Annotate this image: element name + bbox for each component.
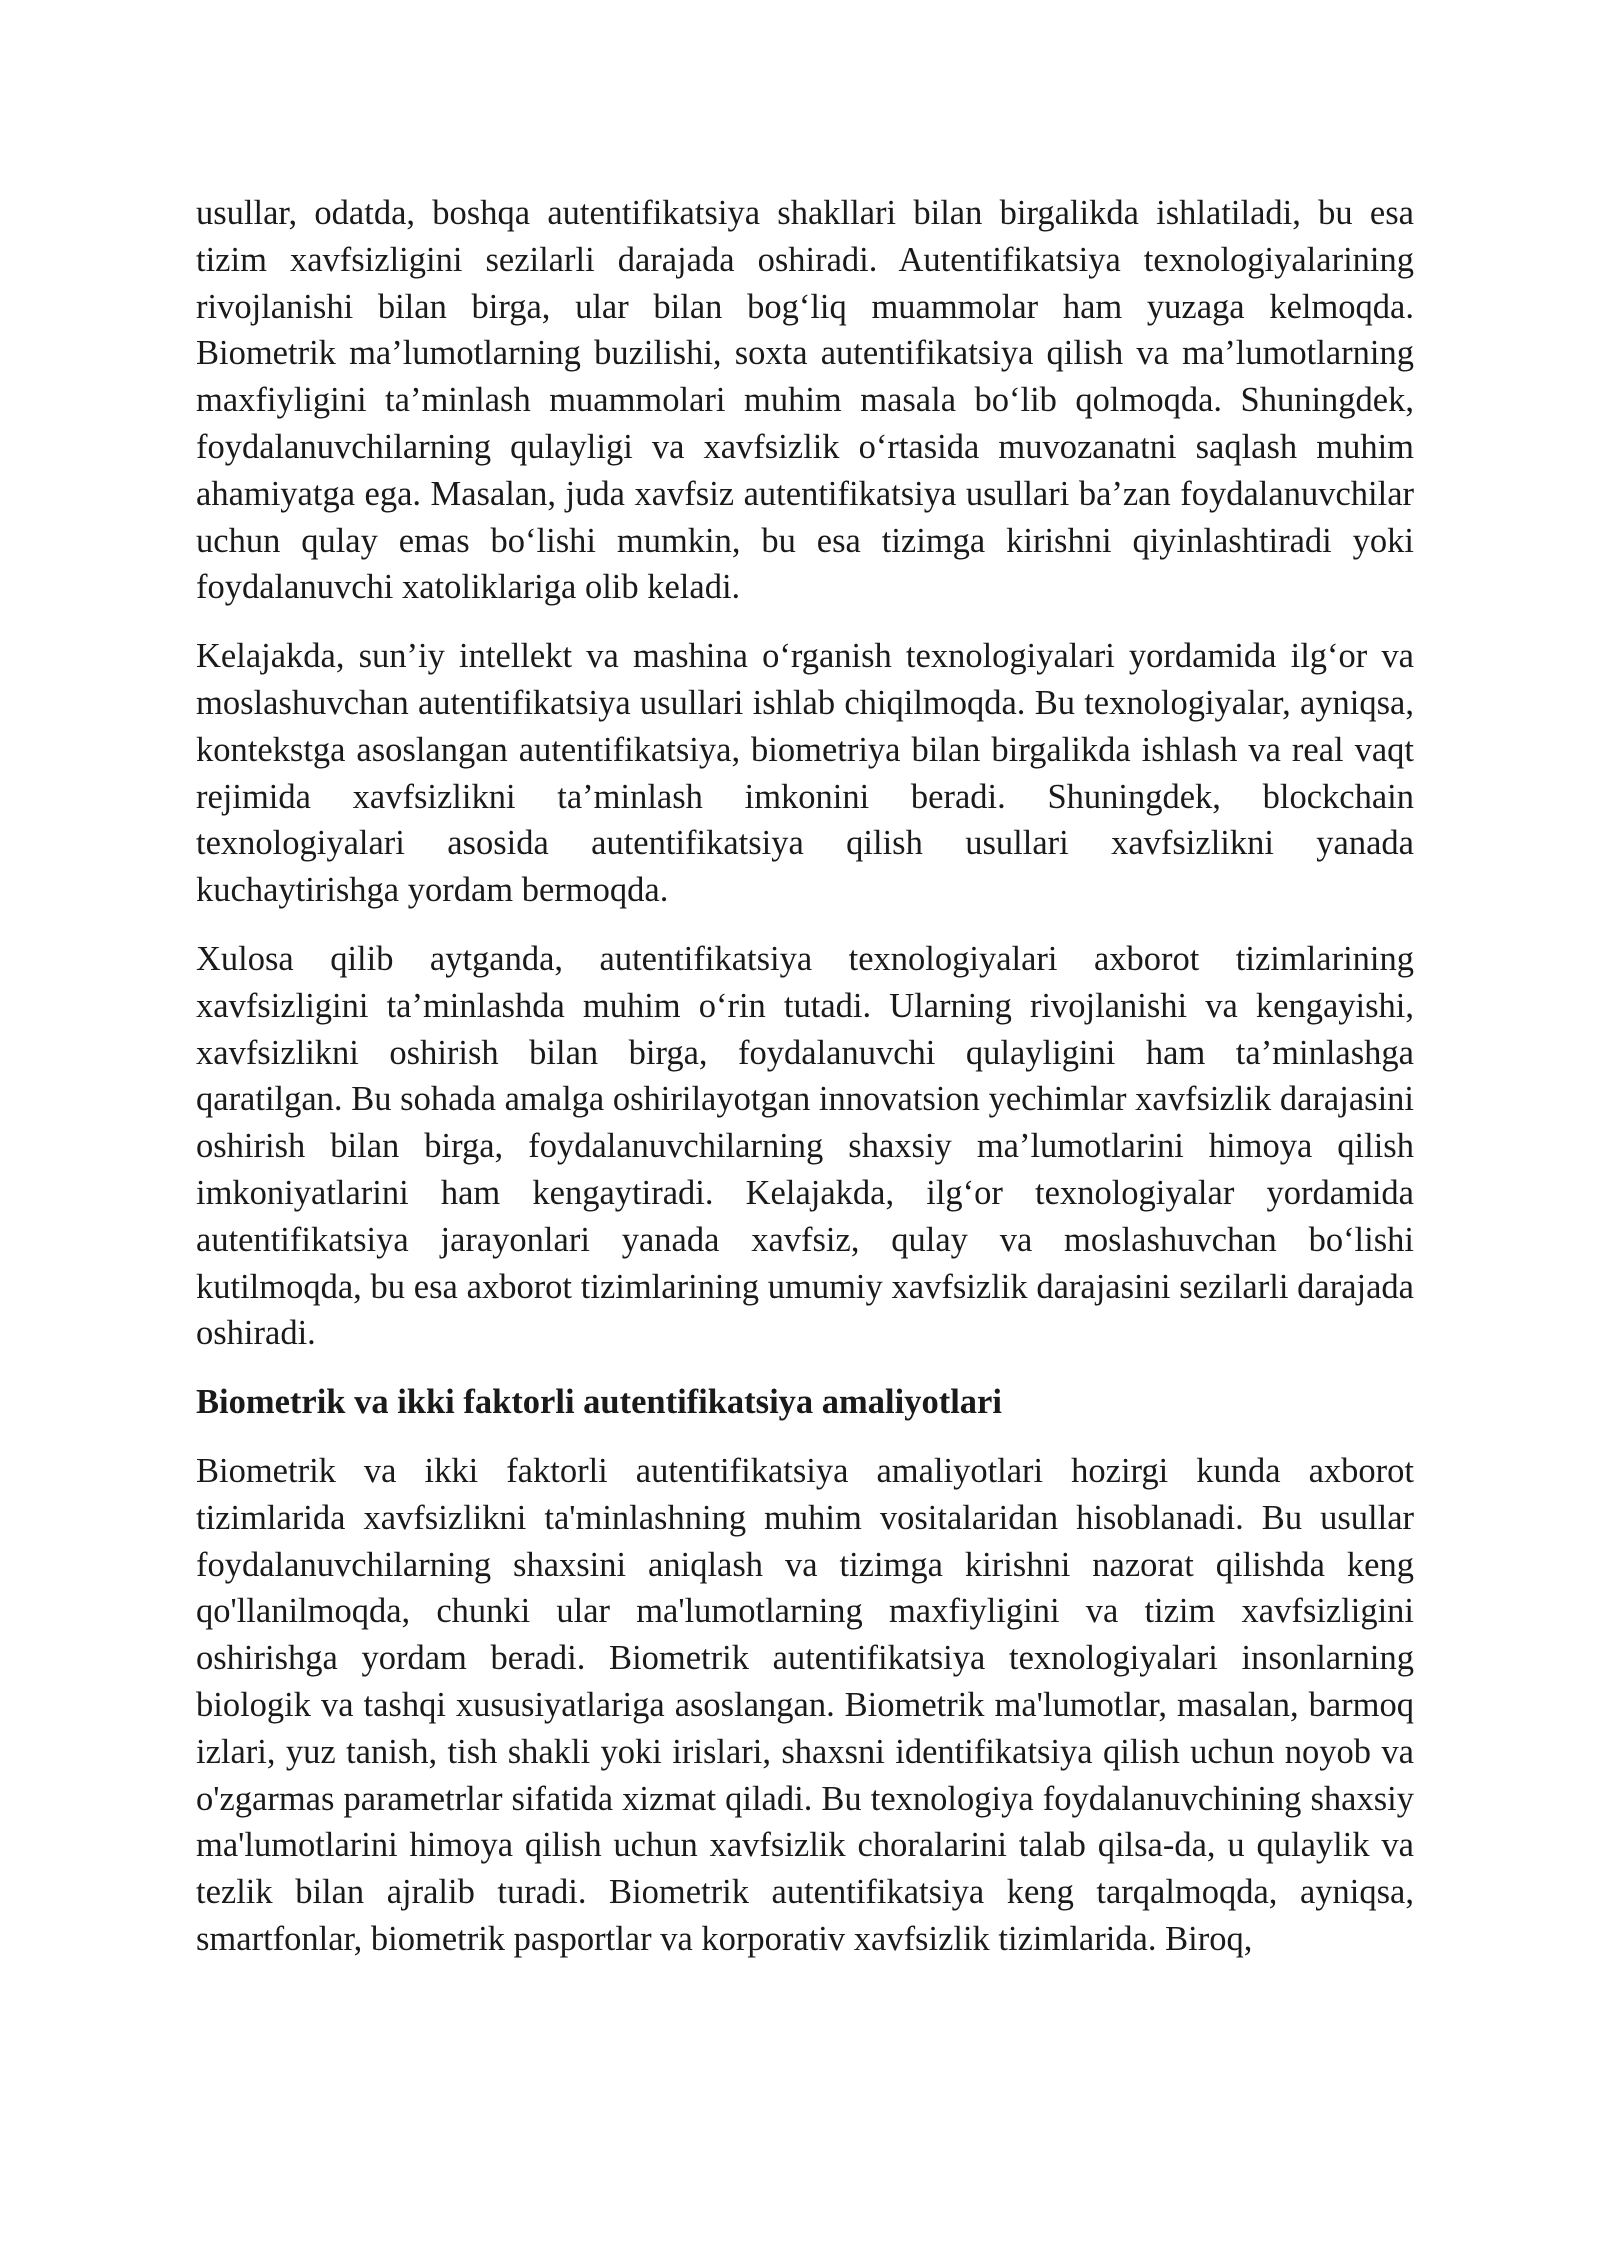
page-content (196, 190, 1414, 1985)
paragraph-biometric: Biometrik va ikki faktorli autentifikatsiya amaliyotlari hozirgi kunda axborot tizimlarida xavfsizlikni ta'minlashning muhim vositalaridan hisoblanadi. Bu usullar foydalanuvchilarning shaxsini aniqlash va tizimga kirishni nazorat qilishda keng qo'llanilmoqda, chunki ular ma'lumotlarning maxfiyligini va tizim xavfsizligini oshirishga yordam beradi. Biometrik autentifikatsiya texnologiyalari insonlarning biologik va tashqi xususiyatlariga asoslangan. Biometrik ma'lumotlar, masalan, barmoq izlari, yuz tanish, tish shakli yoki irislari, shaxsni identifikatsiya qilish uchun noyob va o'zgarmas parametrlar sifatida xizmat qiladi. Bu texnologiya foydalanuvchining shaxsiy ma'lumotlarini himoya qilish uchun xavfsizlik choralarini talab qilsa-da, u qulaylik va tezlik bilan ajralib turadi. Biometrik autentifikatsiya keng tarqalmoqda, ayniqsa, smartfonlar, biometrik pasportlar va korporativ xavfsizlik tizimlarida. Biroq, (196, 1451, 1414, 1958)
paragraph-future: Kelajakda, sun’iy intellekt va mashina o‘rganish texnologiyalari yordamida ilg‘or va moslashuvchan autentifikatsiya usullari ishlab chiqilmoqda. Bu texnologiyalar, ayniqsa, kontekstga asoslangan autentifikatsiya, biometriya bilan birgalikda ishlash va real vaqt rejimida xavfsizlikni ta’minlash imkonini beradi. Shuningdek, blockchain texnologiyalari asosida autentifikatsiya qilish usullari xavfsizlikni yanada kuchaytirishga yordam bermoqda. (196, 637, 1414, 910)
section-heading: Biometrik va ikki faktorli autentifikatsiya amaliyotlari (196, 1383, 1002, 1422)
paragraph-challenges: usullar, odatda, boshqa autentifikatsiya shakllari bilan birgalikda ishlatiladi, bu esa tizim xavfsizligini sezilarli darajada oshiradi. Autentifikatsiya texnologiyalarining rivojlanishi bilan birga, ular bilan bog‘liq muammolar ham yuzaga kelmoqda. Biometrik ma’lumotlarning buzilishi, soxta autentifikatsiya qilish va ma’lumotlarning maxfiyligini ta’minlash muammolari muhim masala bo‘lib qolmoqda. Shuningdek, foydalanuvchilarning qulayligi va xavfsizlik o‘rtasida muvozanatni saqlash muhim ahamiyatga ega. Masalan, juda xavfsiz autentifikatsiya usullari ba’zan foydalanuvchilar uchun qulay emas bo‘lishi mumkin, bu esa tizimga kirishni qiyinlashtiradi yoki foydalanuvchi xatoliklariga olib keladi. (196, 194, 1414, 607)
paragraph-conclusion: Xulosa qilib aytganda, autentifikatsiya texnologiyalari axborot tizimlarining xavfsizligini ta’minlashda muhim o‘rin tutadi. Ularning rivojlanishi va kengayishi, xavfsizlikni oshirish bilan birga, foydalanuvchi qulayligini ham ta’minlashga qaratilgan. Bu sohada amalga oshirilayotgan innovatsion yechimlar xavfsizlik darajasini oshirish bilan birga, foydalanuvchilarning shaxsiy ma’lumotlarini himoya qilish imkoniyatlarini ham kengaytiradi. Kelajakda, ilg‘or texnologiyalar yordamida autentifikatsiya jarayonlari yanada xavfsiz, qulay va moslashuvchan bo‘lishi kutilmoqda, bu esa axborot tizimlarining umumiy xavfsizlik darajasini sezilarli darajada oshiradi. (196, 939, 1414, 1353)
